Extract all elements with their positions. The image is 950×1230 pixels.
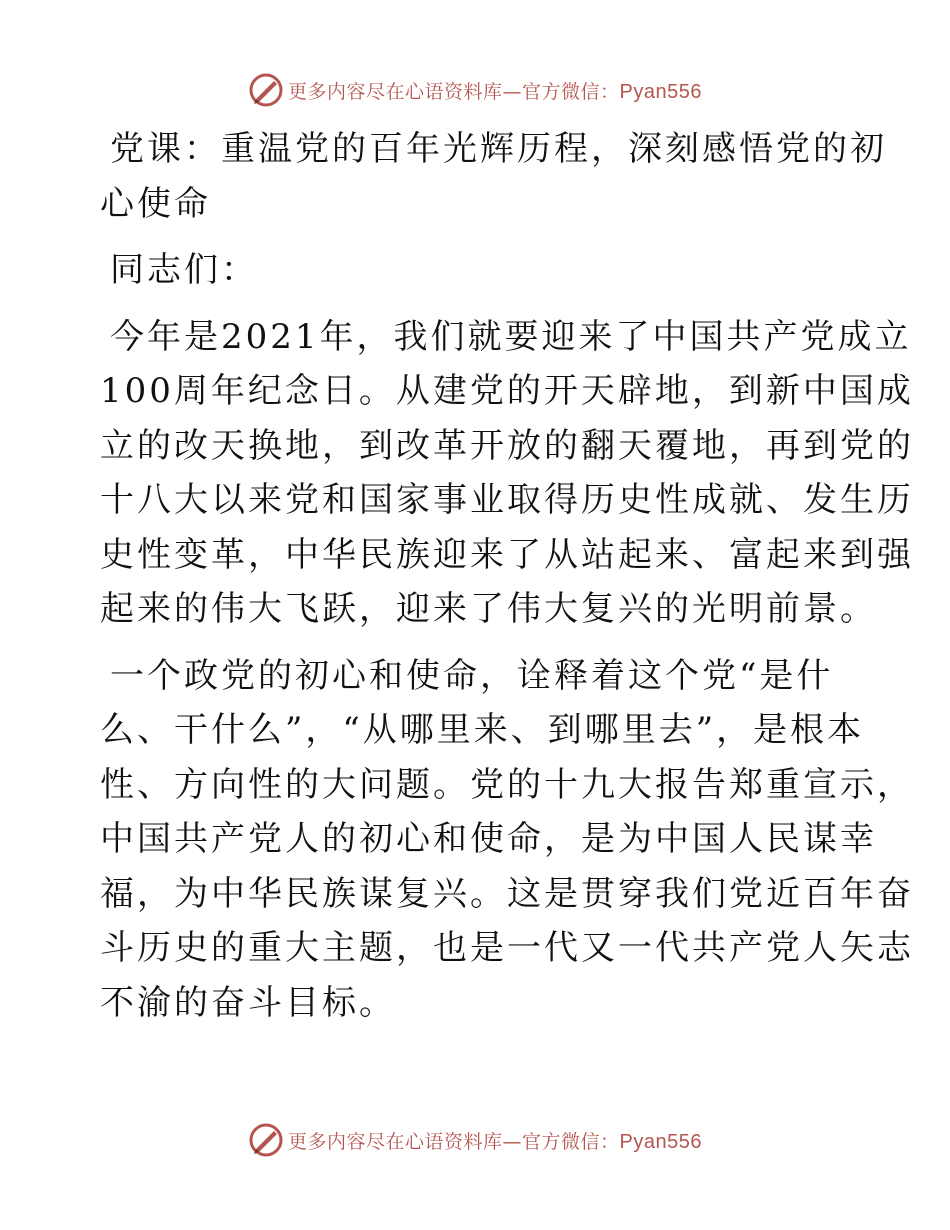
title-line: 党课：重温党的百年光辉历程，深刻感悟党的初 [110, 129, 887, 169]
pen-logo-icon [248, 1122, 284, 1158]
paragraph-line: 斗历史的重大主题，也是一代又一代共产党人矢志 [100, 928, 914, 968]
salutation: 同志们： [110, 250, 258, 290]
paragraph-line: 100周年纪念日。从建党的开天辟地，到新中国成 [100, 371, 914, 411]
paragraph-line: 立的改天换地，到改革开放的翻天覆地，再到党的 [100, 425, 914, 466]
paragraph-line: 史性变革，中华民族迎来了从站起来、富起来到强 [100, 534, 914, 575]
document-title [100, 122, 887, 231]
footer-watermark-banner [0, 1120, 950, 1160]
paragraph-line: 中国共产党人的初心和使命，是为中国人民谋幸 [100, 819, 877, 859]
pen-logo-icon [248, 72, 284, 108]
banner-text: 更多内容尽在心语资料库—官方微信：Pyan556 [288, 80, 702, 103]
paragraph-2 [100, 649, 914, 1031]
paragraph-line: 今年是2021年，我们就要迎来了中国共产党成立 [110, 316, 912, 357]
paragraph-line: 十八大以来党和国家事业取得历史性成就、发生历 [100, 480, 914, 520]
banner-text: 更多内容尽在心语资料库—官方微信：Pyan556 [288, 1130, 702, 1153]
wechat-id: Pyan556 [619, 1130, 702, 1153]
paragraph-line: 性、方向性的大问题。党的十九大报告郑重宣示， [100, 764, 914, 805]
paragraph-line: 么、干什么”，“从哪里来、到哪里去”，是根本 [100, 710, 865, 750]
paragraph-line: 起来的伟大飞跃，迎来了伟大复兴的光明前景。 [100, 589, 877, 629]
paragraph-1 [100, 310, 914, 637]
header-watermark-banner [0, 70, 950, 110]
paragraph-line: 一个政党的初心和使命，诠释着这个党“是什 [110, 655, 834, 696]
paragraph-line: 不渝的奋斗目标。 [100, 982, 396, 1023]
paragraph-line: 福，为中华民族谋复兴。这是贯穿我们党近百年奋 [100, 873, 914, 914]
document-body [100, 122, 914, 1042]
wechat-id: Pyan556 [619, 80, 702, 103]
title-line: 心使命 [100, 183, 211, 224]
